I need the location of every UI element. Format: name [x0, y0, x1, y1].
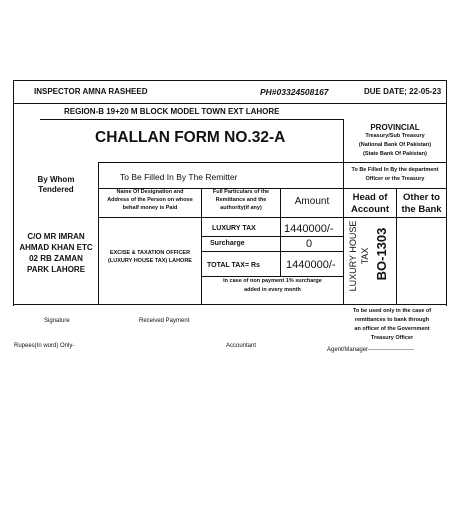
item-surcharge-amount: 0: [306, 238, 313, 250]
provincial-line-2: (National Bank Of Pakistan): [358, 142, 432, 148]
col-particulars-2: Remittance and the: [215, 197, 267, 203]
tenderer-line-3: 02 RB ZAMAN: [29, 254, 83, 263]
tenderer-line-4: PARK LAHORE: [26, 265, 86, 274]
col-designation-3: behalf money is Paid: [122, 205, 178, 211]
outer-border-right: [446, 80, 447, 306]
col-other-to-bank-1: Other to: [403, 192, 440, 203]
table-left-border: [98, 162, 99, 304]
tenderer-line-1: C/O MR IMRAN: [27, 232, 85, 241]
item-luxury-tax-amount: 1440000/-: [284, 223, 334, 235]
col-designation-2: Address of the Person on whose: [107, 197, 193, 203]
surcharge-note-2: added in every month: [244, 287, 301, 293]
col-designation-1: Name Of Designation and: [116, 189, 184, 195]
col-head-of-account-2: Account: [351, 204, 389, 215]
provincial-heading: PROVINCIAL: [370, 123, 420, 132]
surcharge-note-1: In case of non payment 1% surcharge: [223, 278, 322, 284]
row-divider-2: [201, 251, 343, 252]
rupees-in-words-label: Rupees(In word) Only-: [14, 343, 75, 349]
form-title: CHALLAN FORM NO.32-A: [95, 129, 286, 146]
tenderer-line-2: AHMAD KHAN ETC: [19, 243, 93, 252]
outer-border-top: [13, 80, 446, 81]
bank-use-1: To be used only in the case of: [352, 308, 432, 314]
col-particulars-3: authority(if any): [220, 205, 262, 211]
department-heading-1: To Be Filled In By the department: [351, 167, 439, 173]
item-total-amount: 1440000/-: [286, 259, 336, 271]
department-divider: [343, 162, 344, 304]
head-account-vertical-1: LUXURY HOUSE: [348, 220, 358, 292]
phone-number: PH#03324508167: [260, 87, 329, 97]
col-other-to-bank-2: the Bank: [401, 204, 442, 215]
bank-use-2: remittances to bank through: [354, 317, 430, 323]
bank-use-4: Treasury Officer: [370, 335, 414, 341]
col-particulars-1: Full Particulars of the: [212, 189, 270, 195]
account-code: BO-1303: [374, 227, 389, 281]
by-whom-label: By Whom: [37, 175, 75, 184]
department-heading-2: Officer or the Treasury: [365, 176, 425, 182]
row-divider-3: [201, 276, 343, 277]
signature-label: Signature: [44, 318, 70, 324]
tendered-label: Tendered: [38, 185, 74, 194]
header-divider: [13, 103, 446, 104]
bank-use-3: an officer of the Government: [354, 326, 430, 332]
agent-manager-label: Agent/Manager-----------------------: [327, 347, 414, 353]
head-account-vertical-2: TAX: [360, 247, 370, 265]
table-top-border: [98, 162, 446, 163]
item-surcharge-label: Surcharge: [210, 240, 245, 247]
region-address: REGION-B 19+20 M BLOCK MODEL TOWN EXT LAHORE: [64, 107, 280, 116]
row-divider-1: [201, 236, 343, 237]
officer-line-1: EXCISE & TAXATION OFFICER: [109, 250, 191, 256]
received-payment-label: Received Payment: [139, 318, 190, 324]
item-luxury-tax-label: LUXURY TAX: [212, 225, 256, 232]
col-amount: Amount: [294, 196, 330, 207]
accountant-label: Accountant: [226, 343, 257, 349]
officer-line-2: (LUXURY HOUSE TAX) LAHORE: [108, 258, 192, 264]
due-date: DUE DATE; 22-05-23: [364, 87, 442, 96]
item-total-label: TOTAL TAX= Rs: [207, 262, 260, 269]
col-head-of-account-1: Head of: [352, 192, 388, 203]
remitter-heading: To Be Filled In By The Remitter: [120, 172, 238, 182]
provincial-line-3: (State Bank Of Pakistan): [363, 151, 427, 157]
provincial-line-1: Treasury/Sub Treasury: [365, 133, 425, 139]
column-header-bottom: [98, 217, 446, 218]
table-bottom-border: [13, 304, 446, 305]
region-divider: [40, 119, 343, 120]
inspector-name: INSPECTOR AMNA RASHEED: [34, 87, 148, 96]
